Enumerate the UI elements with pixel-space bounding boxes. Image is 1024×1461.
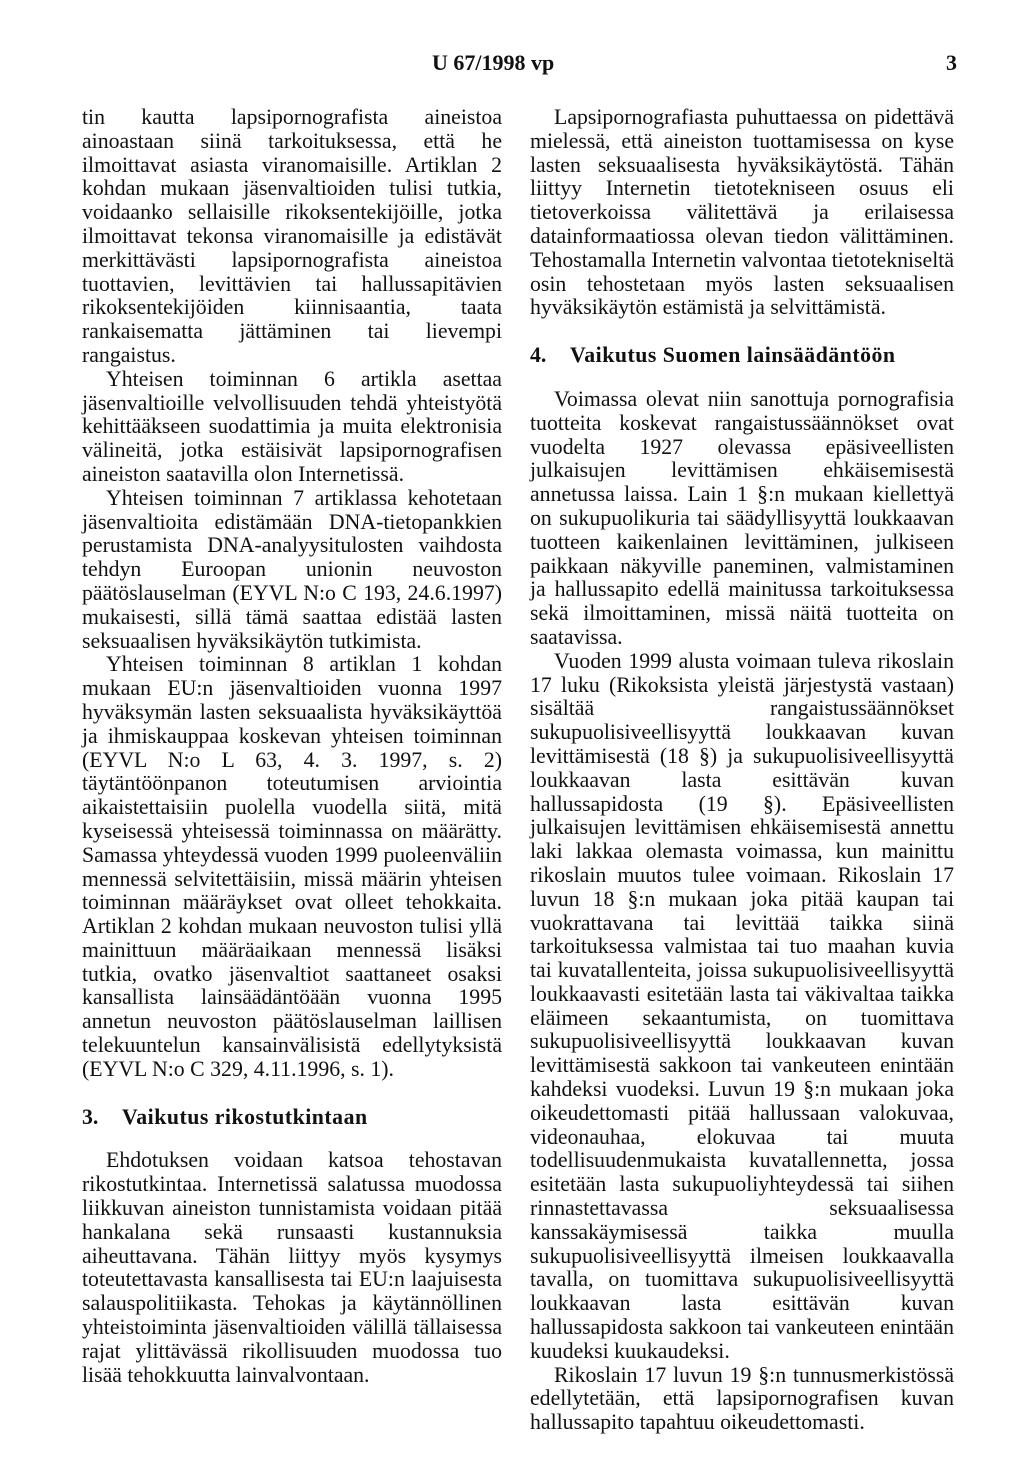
body-paragraph: Rikoslain 17 luvun 19 §:n tunnusmerkistössä edellytetään, että lapsipornografisen kuvan hallussapito tapahtuu oikeudettomasti. — [530, 1362, 954, 1435]
body-paragraph: Ehdotuksen voidaan katsoa tehostavan rikostutkintaa. Internetissä salatussa muodossa liikkuvan aineiston tunnistamista voidaan pitää hankalana sekä runsaasti kustannuksia aiheuttavana. Tähän liittyy myös kysymys toteutettavasta kansallisesta tai EU:n laajuisesta salauspolitiikasta. Tehokas ja käytännöllinen yhteistoiminta jäsenvaltioiden välillä tällaisessa rajat ylittävässä rikollisuuden muodossa tuo lisää tehokkuutta lainvalvontaan. — [82, 1148, 502, 1387]
section-heading — [530, 344, 954, 368]
body-paragraph: Yhteisen toiminnan 8 artiklan 1 kohdan mukaan EU:n jäsenvaltioiden vuonna 1997 hyväksymän lasten seksuaalista hyväksikäyttöä ja ihmiskauppaa koskevan yhteisen toiminnan (EYVL N:o L 63, 4. 3. 1997, s. 2) täytäntöönpanon toteutumisen arviointia aikaistettaisiin puolella vuodella siitä, mitä kyseisessä yhteisessä toiminnassa on määrätty. Samassa yhteydessä vuoden 1999 puoleenväliin mennessä selvitettäisiin, missä määrin yhteisen toiminnan määräykset ovat olleet tehokkaita. Artiklan 2 kohdan mukaan neuvoston tulisi yllä mainittuun määräaikaan mennessä lisäksi tutkia, ovatko jäsenvaltiot saattaneet osaksi kansallista lainsäädäntöään vuonna 1995 annetun neuvoston päätöslauselman laillisen telekuuntelun kansainvälisistä edellytyksistä (EYVL N:o C 329, 4.11.1996, s. 1). — [82, 652, 502, 1081]
body-paragraph: Voimassa olevat niin sanottuja pornografisia tuotteita koskevat rangaistussäännökset ovat vuodelta 1927 olevassa epäsiveellisten julkaisujen levittämisen ehkäisemisestä annetussa laissa. Lain 1 §:n mukaan kiellettyä on sukupuolikuria tai säädyllisyyttä loukkaavan tuotteen kaikenlainen levittäminen, julkiseen paikkaan näkyville paneminen, valmistaminen ja hallussapito edellä mainitussa tarkoituksessa sekä ilmoittaminen, missä näitä tuotteita on saatavissa. — [530, 386, 954, 649]
section-title: Vaikutus rikostutkintaan — [122, 1104, 368, 1129]
page-header — [0, 46, 1024, 86]
body-paragraph: Yhteisen toiminnan 7 artiklassa kehotetaan jäsenvaltioita edistämään DNA-tietopankkien perustamista DNA-analyysitulosten vaihdosta tehdyn Euroopan unionin neuvoston päätöslauselman (EYVL N:o C 193, 24.6.1997) mukaisesti, sillä tämä saattaa edistää lasten seksuaalisen hyväksikäytön tutkimista. — [82, 485, 502, 653]
document-id: U 67/1998 vp — [432, 50, 555, 75]
section-heading — [82, 1106, 502, 1130]
body-paragraph: Vuoden 1999 alusta voimaan tuleva rikoslain 17 luku (Rikoksista yleistä järjestystä vastaan) sisältää rangaistussäännökset sukupuolisiveellisyyttä loukkaavan kuvan levittämisestä (18 §) ja sukupuolisiveellisyyttä loukkaavan lasta esittävän kuvan hallussapidosta (19 §). Epäsiveellisten julkaisujen levittämisen ehkäisemisestä annettu laki lakkaa olemasta voimassa, kun mainittu rikoslain muutos tulee voimaan. Rikoslain 17 luvun 18 §:n mukaan joka pitää kaupan tai vuokrattavana tai levittää taikka siinä tarkoituksessa valmistaa tai tuo maahan kuvia tai kuvatallenteita, joissa sukupuolisiveellisyyttä loukkaavasti esitetään lasta tai väkivaltaa taikka eläimeen sekaantumista, on tuomittava sukupuolisiveellisyyttä loukkaavan kuvan levittämisestä sakkoon tai vankeuteen enintään kahdeksi vuodeksi. Luvun 19 §:n mukaan joka oikeudettomasti pitää hallussaan valokuvaa, videonauhaa, elokuvaa tai muuta todellisuudenmukaista kuvatallennetta, jossa esitetään lasta sukupuoliyhteydessä tai siihen rinnastettavassa seksuaalisessa kanssakäymisessä taikka muulla sukupuolisiveellisyyttä ilmeisen loukkaavalla tavalla, on tuomittava sukupuolisiveellisyyttä loukkaavan lasta esittävän kuvan hallussapidosta sakkoon tai vankeuteen enintään kuudeksi kuukaudeksi. — [530, 648, 954, 1363]
section-number: 3. — [82, 1104, 99, 1129]
left-column — [82, 106, 502, 1387]
body-paragraph: Yhteisen toiminnan 6 artikla asettaa jäsenvaltioille velvollisuuden tehdä yhteistyötä kehittääkseen suodattimia ja muita elektronisia välineitä, jotka estäisivät lapsipornografisen aineiston saatavilla olon Internetissä. — [82, 366, 502, 486]
body-paragraph: tin kautta lapsipornografista aineistoa ainoastaan siinä tarkoituksessa, että he ilmoittavat asiasta viranomaisille. Artiklan 2 kohdan mukaan jäsenvaltioiden tulisi tutkia, voidaanko sellaisille rikoksentekijöille, jotka ilmoittavat tekonsa viranomaisille ja edistävät merkittävästi lapsipornografista aineistoa tuottavien, levittävien tai hallussapitävien rikoksentekijöiden kiinnisaantia, taata rankaisematta jättäminen tai lievempi rangaistus. — [82, 105, 502, 367]
section-title: Vaikutus Suomen lainsäädäntöön — [570, 343, 896, 368]
right-column — [530, 106, 954, 1435]
body-paragraph: Lapsipornografiasta puhuttaessa on pidettävä mielessä, että aineiston tuottamisessa on kyse lasten seksuaalisesta hyväksikäytöstä. Tähän liittyy Internetin tietotekniseen osuus eli tietoverkoissa välitettävä ja erilaisessa datainformaatiossa olevan tiedon välittäminen. Tehostamalla Internetin valvontaa tietotekniseltä osin tehostetaan myös lasten seksuaalisen hyväksikäytön estämistä ja selvittämistä. — [530, 105, 954, 320]
page-number: 3 — [946, 50, 957, 75]
section-number: 4. — [530, 343, 547, 368]
